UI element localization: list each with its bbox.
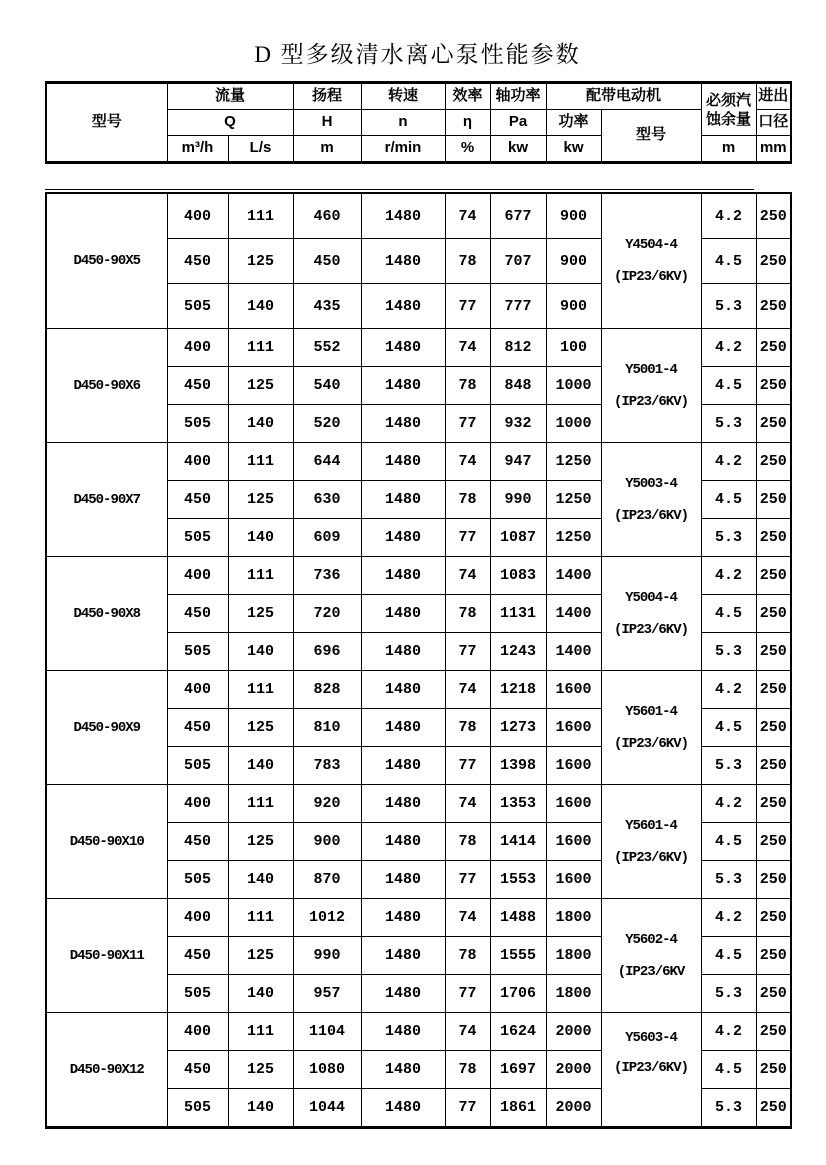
cell-efficiency: 74 bbox=[445, 557, 490, 595]
cell-head: 696 bbox=[293, 633, 361, 671]
pump-model: D450-90X11 bbox=[46, 899, 167, 1013]
cell-shaft-power: 947 bbox=[490, 443, 546, 481]
cell-shaft-power: 1087 bbox=[490, 519, 546, 557]
cell-diameter: 250 bbox=[756, 1013, 791, 1051]
cell-diameter: 250 bbox=[756, 709, 791, 747]
cell-speed: 1480 bbox=[361, 193, 445, 239]
motor-spec: (IP23/6KV bbox=[617, 963, 685, 980]
cell-efficiency: 78 bbox=[445, 823, 490, 861]
cell-shaft-power: 707 bbox=[490, 239, 546, 284]
motor-model: Y5001-4 bbox=[625, 361, 677, 378]
cell-efficiency: 77 bbox=[445, 747, 490, 785]
cell-diameter: 250 bbox=[756, 937, 791, 975]
cell-flow-m3h: 450 bbox=[167, 481, 228, 519]
cell-diameter: 250 bbox=[756, 284, 791, 329]
pump-model: D450-90X8 bbox=[46, 557, 167, 671]
col-motor-header: 配带电动机 bbox=[546, 83, 701, 110]
cell-flow-ls: 125 bbox=[228, 595, 293, 633]
cell-speed: 1480 bbox=[361, 239, 445, 284]
cell-flow-ls: 111 bbox=[228, 671, 293, 709]
cell-flow-m3h: 450 bbox=[167, 709, 228, 747]
motor-spec: (IP23/6KV) bbox=[613, 393, 688, 410]
cell-shaft-power: 1706 bbox=[490, 975, 546, 1013]
cell-flow-m3h: 400 bbox=[167, 785, 228, 823]
cell-head: 1044 bbox=[293, 1089, 361, 1128]
cell-diameter: 250 bbox=[756, 823, 791, 861]
cell-npsh: 4.2 bbox=[701, 557, 756, 595]
cell-speed: 1480 bbox=[361, 443, 445, 481]
cell-head: 870 bbox=[293, 861, 361, 899]
cell-efficiency: 74 bbox=[445, 785, 490, 823]
cell-head: 783 bbox=[293, 747, 361, 785]
motor-model-cell bbox=[601, 671, 701, 785]
header-row-1 bbox=[46, 83, 791, 110]
cell-efficiency: 78 bbox=[445, 239, 490, 284]
motor-model: Y5601-4 bbox=[625, 817, 677, 834]
cell-head: 460 bbox=[293, 193, 361, 239]
motor-model: Y4504-4 bbox=[625, 237, 677, 253]
cell-flow-m3h: 400 bbox=[167, 557, 228, 595]
table-row bbox=[46, 899, 791, 937]
cell-shaft-power: 777 bbox=[490, 284, 546, 329]
cell-head: 609 bbox=[293, 519, 361, 557]
cell-speed: 1480 bbox=[361, 785, 445, 823]
cell-speed: 1480 bbox=[361, 1051, 445, 1089]
cell-flow-m3h: 450 bbox=[167, 367, 228, 405]
cell-npsh: 4.5 bbox=[701, 481, 756, 519]
cell-npsh: 5.3 bbox=[701, 405, 756, 443]
cell-flow-m3h: 400 bbox=[167, 1013, 228, 1051]
cell-npsh: 5.3 bbox=[701, 1089, 756, 1128]
cell-flow-m3h: 505 bbox=[167, 633, 228, 671]
cell-flow-m3h: 450 bbox=[167, 239, 228, 284]
motor-spec: (IP23/6KV) bbox=[613, 735, 688, 752]
cell-flow-m3h: 450 bbox=[167, 595, 228, 633]
cell-head: 900 bbox=[293, 823, 361, 861]
cell-motor-power: 1250 bbox=[546, 519, 601, 557]
cell-diameter: 250 bbox=[756, 329, 791, 367]
cell-diameter: 250 bbox=[756, 595, 791, 633]
cell-shaft-power: 1218 bbox=[490, 671, 546, 709]
flow-symbol: Q bbox=[167, 110, 293, 136]
col-npsh-header bbox=[701, 83, 756, 136]
cell-efficiency: 78 bbox=[445, 367, 490, 405]
cell-head: 828 bbox=[293, 671, 361, 709]
cell-npsh: 4.2 bbox=[701, 1013, 756, 1051]
cell-speed: 1480 bbox=[361, 671, 445, 709]
cell-npsh: 5.3 bbox=[701, 861, 756, 899]
port-unit: mm bbox=[756, 136, 791, 163]
col-port-header-line1: 进出 bbox=[756, 83, 791, 110]
cell-speed: 1480 bbox=[361, 405, 445, 443]
cell-speed: 1480 bbox=[361, 747, 445, 785]
cell-efficiency: 77 bbox=[445, 861, 490, 899]
cell-motor-power: 1800 bbox=[546, 975, 601, 1013]
cell-npsh: 4.5 bbox=[701, 239, 756, 284]
col-port-header-line2: 口径 bbox=[756, 110, 791, 136]
cell-flow-ls: 140 bbox=[228, 861, 293, 899]
cell-flow-ls: 125 bbox=[228, 367, 293, 405]
motor-model: Y5003-4 bbox=[625, 475, 677, 492]
cell-diameter: 250 bbox=[756, 481, 791, 519]
cell-flow-ls: 140 bbox=[228, 1089, 293, 1128]
motor-model-cell bbox=[601, 785, 701, 899]
cell-speed: 1480 bbox=[361, 1089, 445, 1128]
cell-flow-ls: 125 bbox=[228, 709, 293, 747]
cell-flow-m3h: 505 bbox=[167, 405, 228, 443]
cell-shaft-power: 1624 bbox=[490, 1013, 546, 1051]
cell-head: 720 bbox=[293, 595, 361, 633]
cell-head: 630 bbox=[293, 481, 361, 519]
speed-unit: r/min bbox=[361, 136, 445, 163]
cell-shaft-power: 1861 bbox=[490, 1089, 546, 1128]
cell-speed: 1480 bbox=[361, 284, 445, 329]
cell-diameter: 250 bbox=[756, 519, 791, 557]
cell-motor-power: 1000 bbox=[546, 405, 601, 443]
cell-efficiency: 77 bbox=[445, 633, 490, 671]
cell-efficiency: 77 bbox=[445, 1089, 490, 1128]
cell-efficiency: 74 bbox=[445, 443, 490, 481]
cell-speed: 1480 bbox=[361, 823, 445, 861]
cell-speed: 1480 bbox=[361, 899, 445, 937]
motor-power-unit: kw bbox=[546, 136, 601, 163]
motor-model: Y5601-4 bbox=[625, 703, 677, 720]
cell-diameter: 250 bbox=[756, 405, 791, 443]
cell-flow-ls: 140 bbox=[228, 975, 293, 1013]
cell-flow-ls: 125 bbox=[228, 239, 293, 284]
motor-model-cell bbox=[601, 899, 701, 1013]
col-head-header: 扬程 bbox=[293, 83, 361, 110]
cell-npsh: 4.5 bbox=[701, 937, 756, 975]
cell-npsh: 4.5 bbox=[701, 367, 756, 405]
cell-flow-ls: 111 bbox=[228, 899, 293, 937]
col-flow-header: 流量 bbox=[167, 83, 293, 110]
table-row bbox=[46, 193, 791, 239]
cell-diameter: 250 bbox=[756, 367, 791, 405]
cell-flow-ls: 140 bbox=[228, 284, 293, 329]
cell-head: 540 bbox=[293, 367, 361, 405]
cell-diameter: 250 bbox=[756, 443, 791, 481]
cell-head: 1012 bbox=[293, 899, 361, 937]
cell-flow-m3h: 505 bbox=[167, 1089, 228, 1128]
motor-model: Y5602-4 bbox=[625, 931, 677, 948]
cell-head: 990 bbox=[293, 937, 361, 975]
cell-flow-ls: 111 bbox=[228, 557, 293, 595]
cell-motor-power: 1400 bbox=[546, 633, 601, 671]
cell-diameter: 250 bbox=[756, 785, 791, 823]
cell-diameter: 250 bbox=[756, 633, 791, 671]
motor-model-cell bbox=[601, 443, 701, 557]
cell-motor-power: 900 bbox=[546, 193, 601, 239]
cell-diameter: 250 bbox=[756, 557, 791, 595]
cell-flow-m3h: 505 bbox=[167, 975, 228, 1013]
motor-model-cell bbox=[601, 557, 701, 671]
cell-npsh: 4.5 bbox=[701, 823, 756, 861]
cell-speed: 1480 bbox=[361, 519, 445, 557]
pump-model: D450-90X12 bbox=[46, 1013, 167, 1128]
cell-head: 435 bbox=[293, 284, 361, 329]
cell-flow-ls: 140 bbox=[228, 633, 293, 671]
cell-efficiency: 78 bbox=[445, 1051, 490, 1089]
cell-npsh: 4.5 bbox=[701, 709, 756, 747]
cell-motor-power: 1250 bbox=[546, 481, 601, 519]
cell-speed: 1480 bbox=[361, 633, 445, 671]
cell-efficiency: 78 bbox=[445, 595, 490, 633]
motor-spec: (IP23/6KV) bbox=[613, 507, 688, 524]
cell-shaft-power: 848 bbox=[490, 367, 546, 405]
cell-flow-m3h: 450 bbox=[167, 1051, 228, 1089]
cell-speed: 1480 bbox=[361, 861, 445, 899]
motor-model-cell bbox=[601, 329, 701, 443]
cell-npsh: 4.2 bbox=[701, 899, 756, 937]
cell-head: 644 bbox=[293, 443, 361, 481]
pump-model: D450-90X10 bbox=[46, 785, 167, 899]
cell-flow-m3h: 505 bbox=[167, 284, 228, 329]
cell-speed: 1480 bbox=[361, 709, 445, 747]
cell-diameter: 250 bbox=[756, 193, 791, 239]
cell-diameter: 250 bbox=[756, 975, 791, 1013]
cell-npsh: 5.3 bbox=[701, 519, 756, 557]
cell-efficiency: 74 bbox=[445, 671, 490, 709]
npsh-header-line2: 蚀余量 bbox=[706, 110, 752, 128]
cell-flow-ls: 125 bbox=[228, 823, 293, 861]
cell-efficiency: 74 bbox=[445, 899, 490, 937]
cell-flow-ls: 111 bbox=[228, 785, 293, 823]
cell-flow-ls: 125 bbox=[228, 1051, 293, 1089]
cell-diameter: 250 bbox=[756, 1089, 791, 1128]
cell-motor-power: 1800 bbox=[546, 937, 601, 975]
cell-flow-m3h: 505 bbox=[167, 747, 228, 785]
cell-flow-ls: 140 bbox=[228, 405, 293, 443]
col-shaft-power-header: 轴功率 bbox=[490, 83, 546, 110]
cell-flow-m3h: 400 bbox=[167, 329, 228, 367]
col-efficiency-header: 效率 bbox=[445, 83, 490, 110]
cell-flow-m3h: 505 bbox=[167, 861, 228, 899]
cell-efficiency: 77 bbox=[445, 405, 490, 443]
cell-shaft-power: 1273 bbox=[490, 709, 546, 747]
cell-flow-ls: 111 bbox=[228, 1013, 293, 1051]
cell-shaft-power: 990 bbox=[490, 481, 546, 519]
cell-efficiency: 74 bbox=[445, 193, 490, 239]
pump-model: D450-90X6 bbox=[46, 329, 167, 443]
cell-head: 736 bbox=[293, 557, 361, 595]
shaft-power-symbol: Pa bbox=[490, 110, 546, 136]
cell-motor-power: 1600 bbox=[546, 709, 601, 747]
efficiency-unit: % bbox=[445, 136, 490, 163]
cell-motor-power: 1600 bbox=[546, 861, 601, 899]
cell-head: 810 bbox=[293, 709, 361, 747]
cell-head: 520 bbox=[293, 405, 361, 443]
cell-npsh: 5.3 bbox=[701, 975, 756, 1013]
head-symbol: H bbox=[293, 110, 361, 136]
cell-flow-m3h: 400 bbox=[167, 671, 228, 709]
cell-shaft-power: 1414 bbox=[490, 823, 546, 861]
npsh-unit: m bbox=[701, 136, 756, 163]
flow-unit-ls: L/s bbox=[228, 136, 293, 163]
table-row bbox=[46, 785, 791, 823]
col-model-header: 型号 bbox=[46, 83, 167, 163]
cell-npsh: 5.3 bbox=[701, 284, 756, 329]
cell-shaft-power: 1353 bbox=[490, 785, 546, 823]
cell-flow-m3h: 505 bbox=[167, 519, 228, 557]
cell-shaft-power: 1243 bbox=[490, 633, 546, 671]
cell-shaft-power: 1131 bbox=[490, 595, 546, 633]
cell-npsh: 4.5 bbox=[701, 595, 756, 633]
cell-motor-power: 1400 bbox=[546, 595, 601, 633]
efficiency-symbol: η bbox=[445, 110, 490, 136]
spec-table-body bbox=[45, 192, 792, 1129]
cell-head: 1104 bbox=[293, 1013, 361, 1051]
motor-power-header: 功率 bbox=[546, 110, 601, 136]
table-row bbox=[46, 443, 791, 481]
table-row bbox=[46, 671, 791, 709]
cell-efficiency: 74 bbox=[445, 1013, 490, 1051]
cell-npsh: 4.5 bbox=[701, 1051, 756, 1089]
cell-motor-power: 1600 bbox=[546, 671, 601, 709]
cell-npsh: 4.2 bbox=[701, 785, 756, 823]
cell-flow-ls: 125 bbox=[228, 937, 293, 975]
table-row bbox=[46, 1013, 791, 1051]
cell-motor-power: 1600 bbox=[546, 823, 601, 861]
cell-diameter: 250 bbox=[756, 671, 791, 709]
cell-shaft-power: 1398 bbox=[490, 747, 546, 785]
cell-motor-power: 1000 bbox=[546, 367, 601, 405]
col-speed-header: 转速 bbox=[361, 83, 445, 110]
cell-flow-m3h: 450 bbox=[167, 937, 228, 975]
motor-spec: (IP23/6KV) bbox=[613, 849, 688, 866]
cell-npsh: 4.2 bbox=[701, 443, 756, 481]
cell-motor-power: 1800 bbox=[546, 899, 601, 937]
cell-flow-ls: 111 bbox=[228, 193, 293, 239]
page-title: D 型多级清水离心泵性能参数 bbox=[254, 42, 581, 67]
cell-shaft-power: 1488 bbox=[490, 899, 546, 937]
cell-flow-m3h: 400 bbox=[167, 899, 228, 937]
cell-speed: 1480 bbox=[361, 557, 445, 595]
cell-shaft-power: 1083 bbox=[490, 557, 546, 595]
motor-model: Y5603-4 bbox=[625, 1030, 677, 1046]
cell-motor-power: 2000 bbox=[546, 1013, 601, 1051]
cell-head: 450 bbox=[293, 239, 361, 284]
pump-model: D450-90X7 bbox=[46, 443, 167, 557]
cell-diameter: 250 bbox=[756, 899, 791, 937]
cell-flow-ls: 125 bbox=[228, 481, 293, 519]
cell-diameter: 250 bbox=[756, 239, 791, 284]
cell-shaft-power: 1555 bbox=[490, 937, 546, 975]
cell-efficiency: 77 bbox=[445, 519, 490, 557]
cell-speed: 1480 bbox=[361, 975, 445, 1013]
cell-speed: 1480 bbox=[361, 367, 445, 405]
cell-npsh: 5.3 bbox=[701, 633, 756, 671]
cell-flow-m3h: 400 bbox=[167, 443, 228, 481]
cell-speed: 1480 bbox=[361, 481, 445, 519]
cell-diameter: 250 bbox=[756, 1051, 791, 1089]
cell-efficiency: 77 bbox=[445, 284, 490, 329]
cell-speed: 1480 bbox=[361, 1013, 445, 1051]
flow-unit-m3h: m³/h bbox=[167, 136, 228, 163]
npsh-header-line1: 必须汽 bbox=[706, 91, 752, 109]
cell-shaft-power: 812 bbox=[490, 329, 546, 367]
cell-motor-power: 1600 bbox=[546, 785, 601, 823]
cell-diameter: 250 bbox=[756, 861, 791, 899]
cell-motor-power: 900 bbox=[546, 284, 601, 329]
motor-model: Y5004-4 bbox=[625, 589, 677, 606]
cell-motor-power: 2000 bbox=[546, 1089, 601, 1128]
motor-model-header: 型号 bbox=[601, 110, 701, 163]
motor-spec: (IP23/6KV) bbox=[613, 1060, 688, 1076]
body-table-top-rule bbox=[45, 189, 754, 190]
cell-flow-m3h: 450 bbox=[167, 823, 228, 861]
cell-head: 1080 bbox=[293, 1051, 361, 1089]
motor-model-cell bbox=[601, 193, 701, 329]
cell-diameter: 250 bbox=[756, 747, 791, 785]
cell-motor-power: 1600 bbox=[546, 747, 601, 785]
cell-npsh: 5.3 bbox=[701, 747, 756, 785]
pump-model: D450-90X5 bbox=[46, 193, 167, 329]
table-row bbox=[46, 329, 791, 367]
motor-spec: (IP23/6KV) bbox=[613, 621, 688, 638]
head-unit: m bbox=[293, 136, 361, 163]
cell-flow-ls: 111 bbox=[228, 329, 293, 367]
cell-motor-power: 1250 bbox=[546, 443, 601, 481]
cell-shaft-power: 1553 bbox=[490, 861, 546, 899]
cell-flow-m3h: 400 bbox=[167, 193, 228, 239]
cell-efficiency: 78 bbox=[445, 937, 490, 975]
cell-npsh: 4.2 bbox=[701, 329, 756, 367]
pump-model: D450-90X9 bbox=[46, 671, 167, 785]
cell-speed: 1480 bbox=[361, 595, 445, 633]
cell-npsh: 4.2 bbox=[701, 193, 756, 239]
motor-spec: (IP23/6KV) bbox=[613, 269, 688, 285]
table-row bbox=[46, 557, 791, 595]
cell-shaft-power: 932 bbox=[490, 405, 546, 443]
cell-flow-ls: 140 bbox=[228, 519, 293, 557]
shaft-power-unit: kw bbox=[490, 136, 546, 163]
cell-head: 957 bbox=[293, 975, 361, 1013]
cell-speed: 1480 bbox=[361, 937, 445, 975]
speed-symbol: n bbox=[361, 110, 445, 136]
cell-speed: 1480 bbox=[361, 329, 445, 367]
cell-head: 552 bbox=[293, 329, 361, 367]
cell-npsh: 4.2 bbox=[701, 671, 756, 709]
cell-motor-power: 2000 bbox=[546, 1051, 601, 1089]
cell-efficiency: 77 bbox=[445, 975, 490, 1013]
cell-flow-ls: 140 bbox=[228, 747, 293, 785]
cell-efficiency: 78 bbox=[445, 709, 490, 747]
cell-head: 920 bbox=[293, 785, 361, 823]
motor-model-cell bbox=[601, 1013, 701, 1128]
cell-shaft-power: 1697 bbox=[490, 1051, 546, 1089]
cell-flow-ls: 111 bbox=[228, 443, 293, 481]
spec-table-header bbox=[45, 81, 792, 164]
cell-efficiency: 74 bbox=[445, 329, 490, 367]
cell-motor-power: 1400 bbox=[546, 557, 601, 595]
cell-efficiency: 78 bbox=[445, 481, 490, 519]
cell-shaft-power: 677 bbox=[490, 193, 546, 239]
cell-motor-power: 900 bbox=[546, 239, 601, 284]
cell-motor-power: 100 bbox=[546, 329, 601, 367]
